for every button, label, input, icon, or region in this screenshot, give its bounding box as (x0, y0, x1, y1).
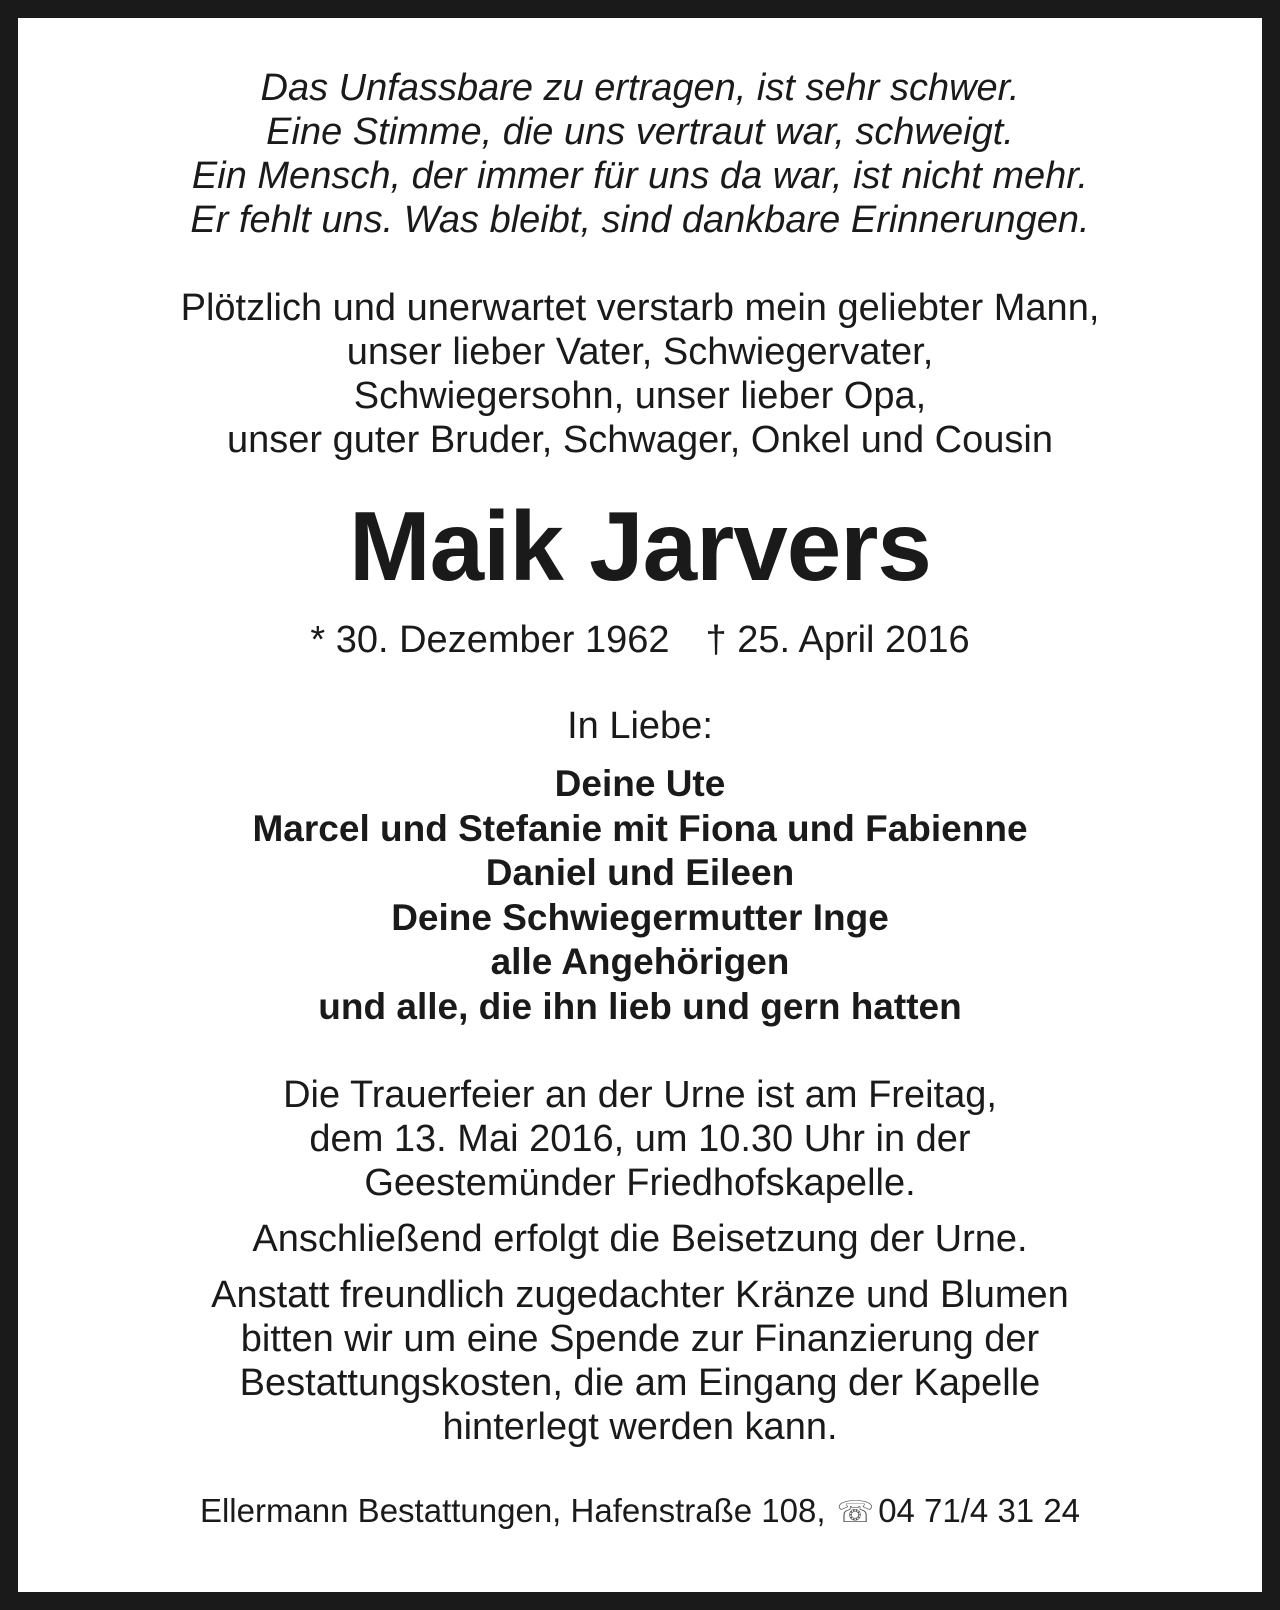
death-date: † 25. April 2016 (705, 619, 970, 661)
poem-line: Das Unfassbare zu ertragen, ist sehr schwer. (260, 67, 1020, 109)
mourner-line: alle Angehörigen (490, 941, 790, 982)
phone-number: 04 71/4 31 24 (878, 1492, 1081, 1529)
intro-line: unser guter Bruder, Schwager, Onkel und Cousin (227, 419, 1053, 461)
donation-line: Bestattungskosten, die am Eingang der Kapelle (239, 1362, 1041, 1404)
intro-text (18, 286, 1262, 462)
donation-line: bitten wir um eine Spende zur Finanzierung der (240, 1318, 1040, 1360)
telephone-icon: ☏ (836, 1496, 875, 1529)
mourner-line: Marcel und Stefanie mit Fiona und Fabienne (252, 807, 1028, 849)
funeral-home-footer (18, 1491, 1262, 1533)
donation-request (18, 1273, 1262, 1449)
ceremony-line: Die Trauerfeier an der Urne ist am Freitag, (283, 1074, 997, 1116)
mourner-line: Daniel und Eileen (485, 852, 795, 893)
mourners-list (18, 762, 1262, 1029)
in-liebe-label: In Liebe: (567, 705, 713, 747)
mourner-line: und alle, die ihn lieb und gern hatten (318, 985, 962, 1027)
life-dates (18, 618, 1262, 662)
deceased-name: Maik Jarvers (349, 491, 931, 601)
mourner-line: Deine Ute (554, 763, 726, 804)
burial-info: Anschließend erfolgt die Beisetzung der Urne. (252, 1218, 1028, 1260)
intro-line: Plötzlich und unerwartet verstarb mein geliebter Mann, (180, 287, 1100, 329)
birth-date: * 30. Dezember 1962 (310, 619, 670, 661)
ceremony-line: dem 13. Mai 2016, um 10.30 Uhr in der (309, 1118, 971, 1160)
funeral-home-address: Ellermann Bestattungen, Hafenstraße 108, (199, 1492, 826, 1529)
intro-line: Schwiegersohn, unser lieber Opa, (353, 375, 927, 417)
poem (18, 66, 1262, 242)
donation-line: Anstatt freundlich zugedachter Kränze und Blumen (211, 1274, 1069, 1316)
poem-line: Ein Mensch, der immer für uns da war, ist nicht mehr. (191, 155, 1089, 197)
mourner-line: Deine Schwiegermutter Inge (391, 896, 889, 938)
poem-line: Eine Stimme, die uns vertraut war, schweigt. (266, 111, 1014, 153)
poem-line: Er fehlt uns. Was bleibt, sind dankbare Erinnerungen. (190, 199, 1090, 241)
intro-line: unser lieber Vater, Schwiegervater, (346, 331, 934, 373)
ceremony-line: Geestemünder Friedhofskapelle. (364, 1162, 916, 1204)
donation-line: hinterlegt werden kann. (442, 1406, 838, 1448)
ceremony-info (18, 1073, 1262, 1205)
